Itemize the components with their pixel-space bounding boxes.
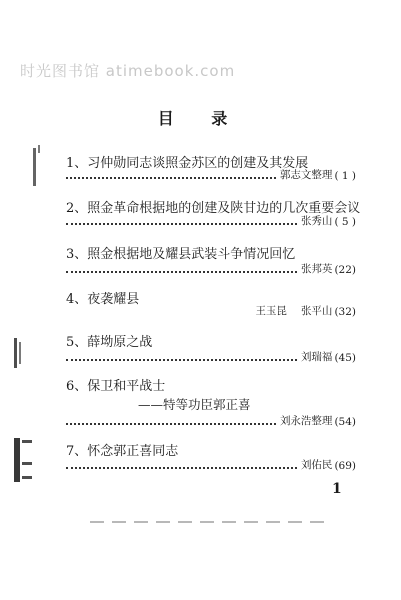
toc-entry-title: 2、照金革命根据地的创建及陕甘边的几次重要会议 [66,201,361,216]
toc-entry-page: (45) [334,352,356,364]
toc-entry-page: (22) [334,264,356,276]
toc-entry-page: (32) [334,306,356,318]
leader-dots [66,209,297,225]
toc-entry-line [66,350,356,364]
toc-entry-author: 刘瑞福 [300,351,333,363]
toc-entry-author: 张秀山 [300,215,333,227]
leader-dots [66,345,297,361]
scan-artifact [19,342,21,364]
leader-dots [66,409,276,425]
toc-entry-page: (69) [334,460,356,472]
scan-artifact [22,440,32,443]
toc-entry-title: 4、夜袭耀县 [66,292,140,307]
scan-artifact [14,338,17,368]
toc-entry-title: 5、薛坳原之战 [66,335,153,350]
leader-dots [66,453,297,469]
scan-artifact [22,476,32,479]
scan-artifact [90,521,330,523]
scan-artifact [14,438,20,482]
toc-entry-line [66,414,356,428]
toc-entry-author: 张平山 [300,305,333,317]
watermark: 时光图书馆 atimebook.com [20,62,236,80]
toc-entry-title: 6、保卫和平战士 [66,379,166,394]
toc-entry-page: ( 5 ) [334,216,356,228]
scan-artifact [22,462,32,465]
leader-dots [66,257,297,273]
toc-entry-line [66,458,356,472]
leader-dots [66,163,276,179]
toc-title: 目 录 [157,109,244,128]
toc-entry-page: ( 1 ) [334,170,356,182]
toc-entry-author: 刘永浩整理 [279,415,333,427]
toc-entry-page: (54) [334,416,356,428]
toc-entry-author: 郭志文整理 [279,169,333,181]
toc-entry-line [66,262,356,276]
scan-artifact [38,145,40,153]
page-number: 1 [332,481,342,497]
scan-artifact [33,148,36,186]
toc-entry-title: 1、习仲勋同志谈照金苏区的创建及其发展 [66,156,309,171]
toc-entry-title: 3、照金根据地及耀县武装斗争情况回忆 [66,247,296,262]
toc-entry-author: 张邦英 [300,263,333,275]
toc-entry-title: 7、怀念郭正喜同志 [66,444,179,459]
toc-entry-subtitle: ——特等功臣郭正喜 [138,397,251,412]
toc-entry-author: 刘佑民 [300,459,333,471]
toc-entry-author: 王玉昆 [255,305,287,317]
toc-entry-line [66,214,356,228]
leader-space [66,301,251,315]
toc-entry-line [66,168,356,182]
toc-entry-line [66,304,356,318]
